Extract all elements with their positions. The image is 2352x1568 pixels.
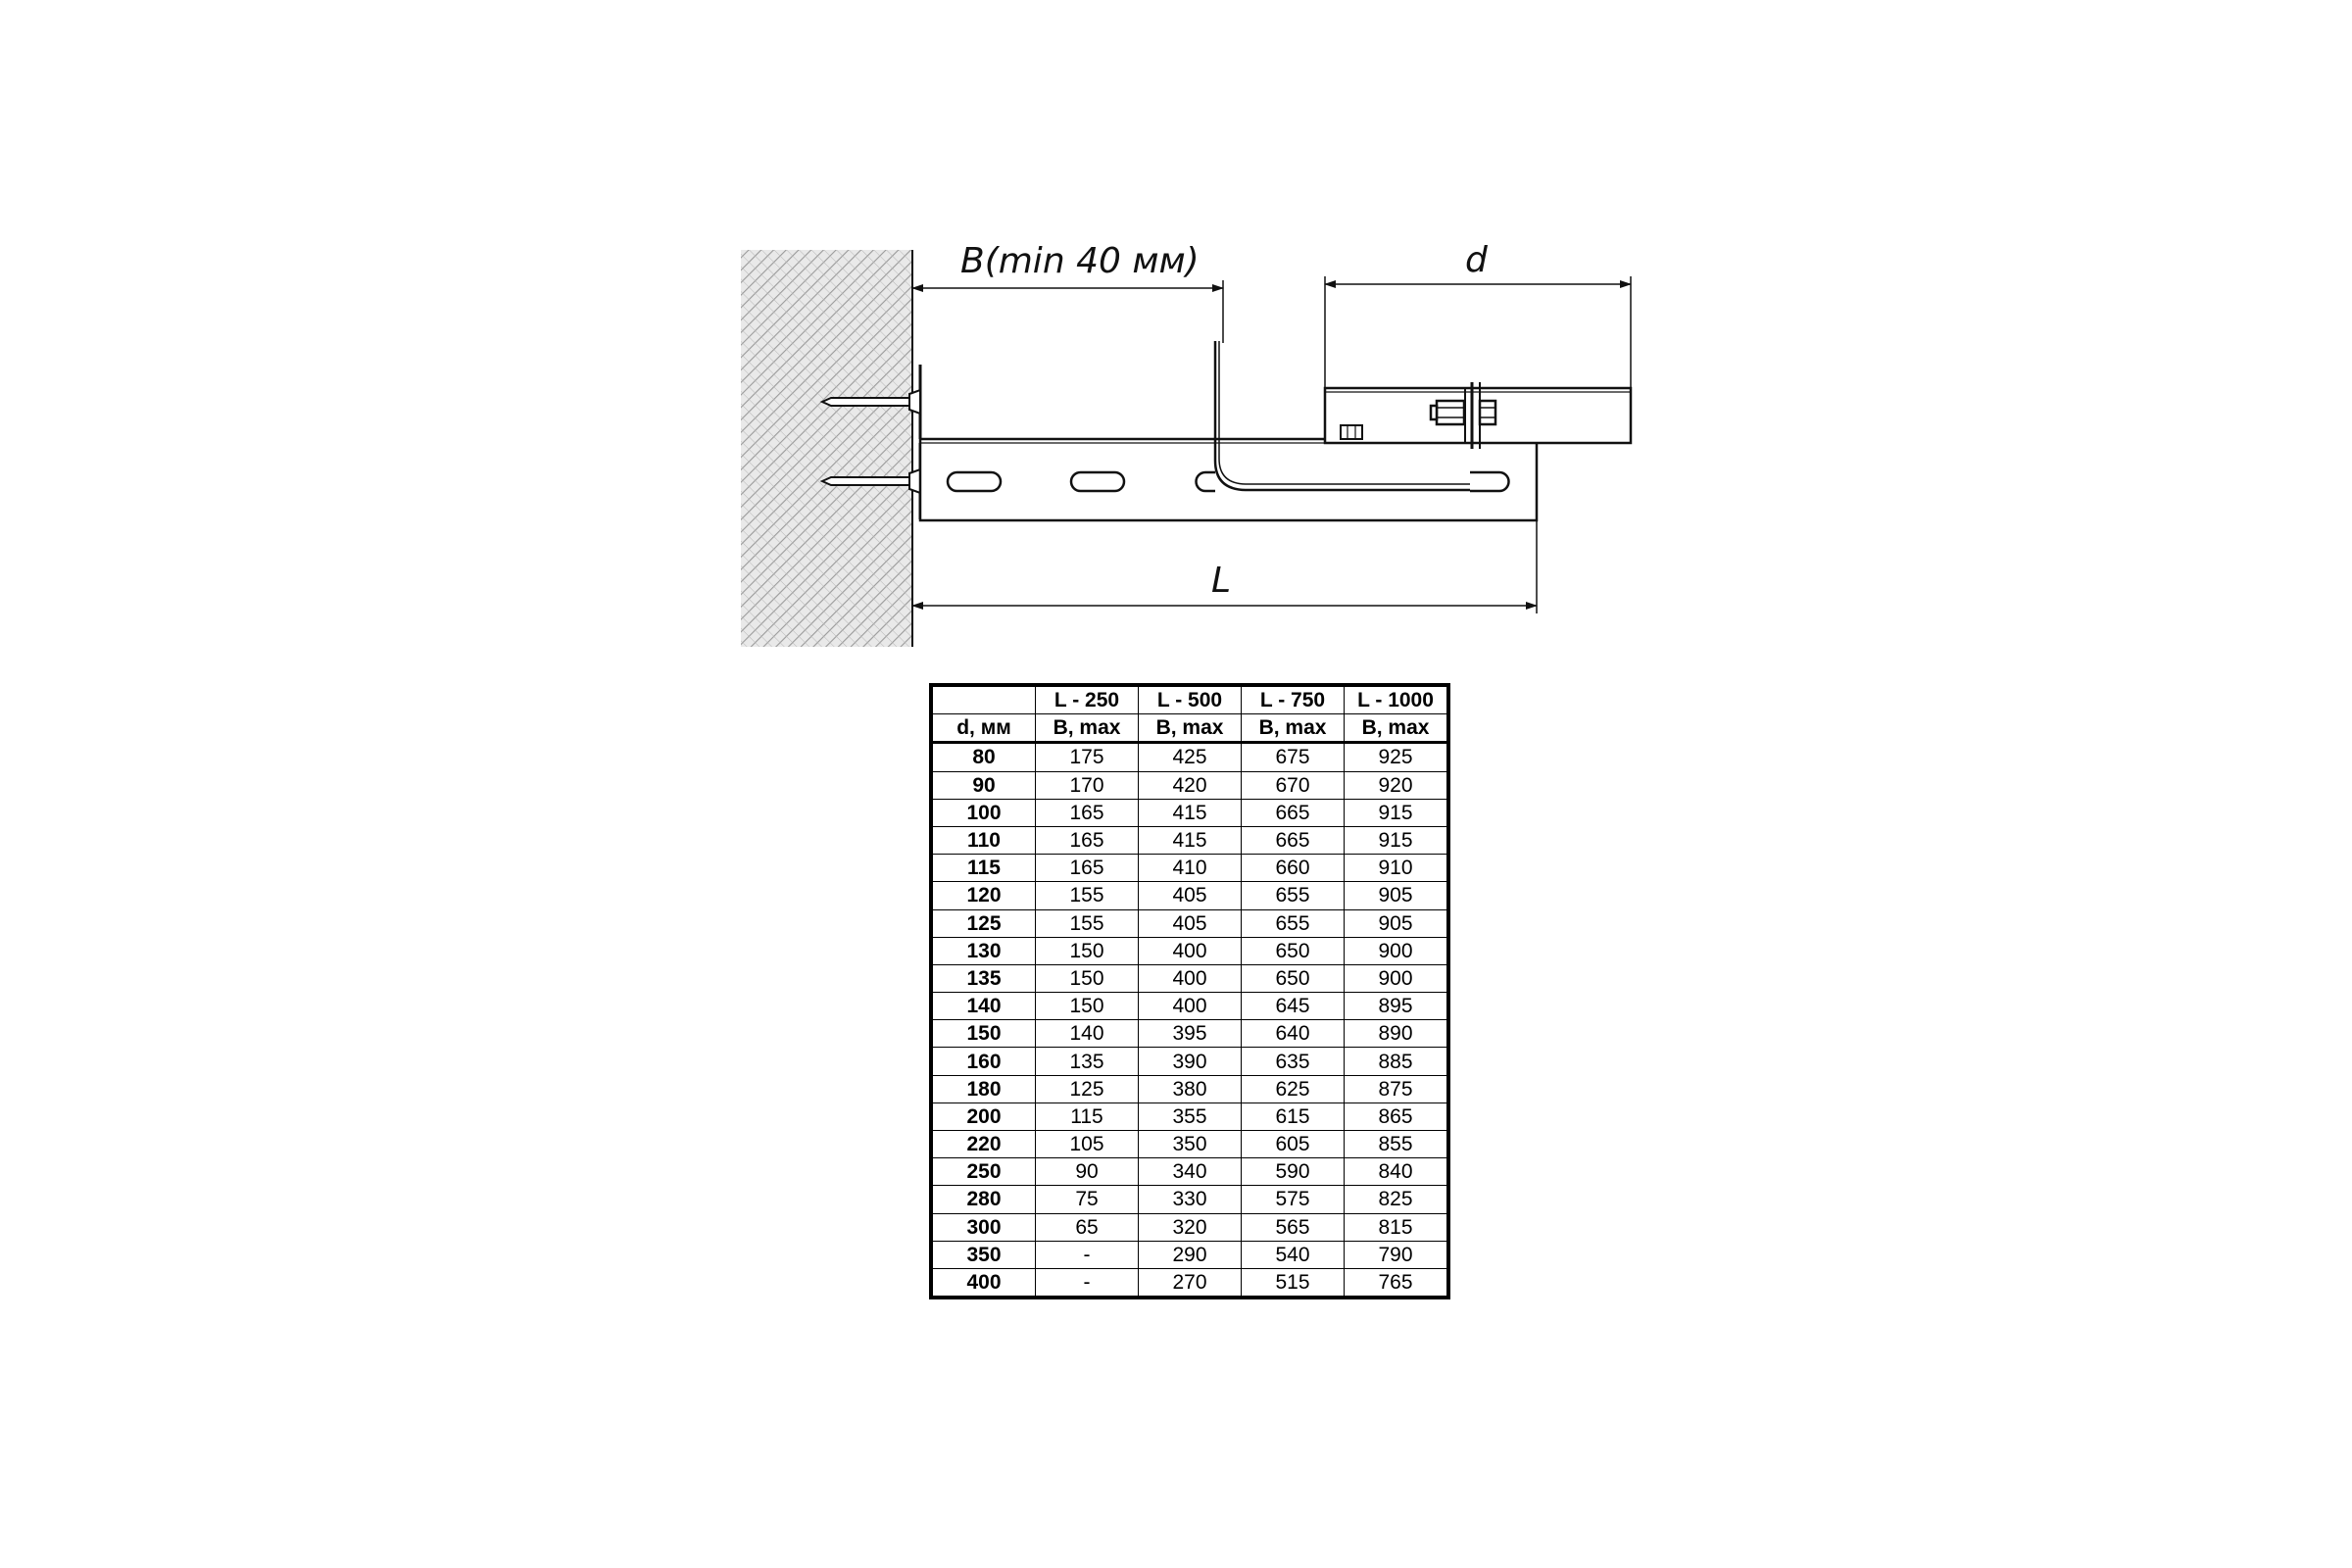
row-diameter-cell: 100: [931, 799, 1036, 826]
table-cell: 270: [1139, 1268, 1242, 1298]
table-row: [931, 1102, 1448, 1130]
table-cell: 915: [1345, 826, 1449, 854]
row-diameter-cell: 130: [931, 937, 1036, 964]
table-cell: 290: [1139, 1241, 1242, 1268]
table-cell: 75: [1036, 1186, 1139, 1213]
table-cell: 855: [1345, 1131, 1449, 1158]
table-cell: 575: [1242, 1186, 1345, 1213]
table-cell: 425: [1139, 743, 1242, 771]
table-cell: 410: [1139, 855, 1242, 882]
table-row: [931, 1158, 1448, 1186]
spec-table-container: [929, 683, 1450, 1299]
table-cell: 825: [1345, 1186, 1449, 1213]
table-cell: 355: [1139, 1102, 1242, 1130]
table-cell: 900: [1345, 964, 1449, 992]
table-cell: 115: [1036, 1102, 1139, 1130]
table-cell: 515: [1242, 1268, 1345, 1298]
slot: [948, 472, 1001, 491]
dimension-l-label: L: [1211, 561, 1232, 601]
table-cell: 65: [1036, 1213, 1139, 1241]
row-diameter-cell: 180: [931, 1075, 1036, 1102]
header-cell: L - 250: [1036, 685, 1139, 714]
table-cell: 650: [1242, 964, 1345, 992]
slot: [1470, 472, 1509, 491]
table-cell: 390: [1139, 1048, 1242, 1075]
table-row: [931, 1048, 1448, 1075]
dimension-b-label: B(min 40 мм): [960, 241, 1200, 281]
row-diameter-cell: 115: [931, 855, 1036, 882]
table-cell: 540: [1242, 1241, 1345, 1268]
header-row-units: [931, 714, 1448, 743]
table-row: [931, 1020, 1448, 1048]
row-diameter-cell: 220: [931, 1131, 1036, 1158]
row-diameter-cell: 120: [931, 882, 1036, 909]
table-row: [931, 799, 1448, 826]
header-cell: B, max: [1345, 714, 1449, 743]
table-row: [931, 909, 1448, 937]
table-cell: 670: [1242, 771, 1345, 799]
table-cell: 915: [1345, 799, 1449, 826]
row-diameter-cell: 160: [931, 1048, 1036, 1075]
table-cell: 790: [1345, 1241, 1449, 1268]
header-cell: B, max: [1139, 714, 1242, 743]
table-cell: 905: [1345, 882, 1449, 909]
table-cell: 650: [1242, 937, 1345, 964]
table-cell: 400: [1139, 937, 1242, 964]
header-cell: B, max: [1036, 714, 1139, 743]
table-cell: 635: [1242, 1048, 1345, 1075]
pipe-clamp: [1325, 382, 1631, 449]
table-cell: 885: [1345, 1048, 1449, 1075]
table-cell: 415: [1139, 799, 1242, 826]
table-cell: 565: [1242, 1213, 1345, 1241]
table-cell: 765: [1345, 1268, 1449, 1298]
table-cell: 405: [1139, 882, 1242, 909]
table-cell: 90: [1036, 1158, 1139, 1186]
spec-table-body: [931, 685, 1448, 1298]
table-cell: 905: [1345, 909, 1449, 937]
row-diameter-cell: 400: [931, 1268, 1036, 1298]
row-diameter-cell: 250: [931, 1158, 1036, 1186]
table-cell: 340: [1139, 1158, 1242, 1186]
header-cell: [931, 685, 1036, 714]
table-cell: 165: [1036, 855, 1139, 882]
row-diameter-cell: 150: [931, 1020, 1036, 1048]
table-row: [931, 1131, 1448, 1158]
table-cell: 660: [1242, 855, 1345, 882]
table-cell: 175: [1036, 743, 1139, 771]
wall: [741, 250, 912, 647]
row-diameter-cell: 110: [931, 826, 1036, 854]
table-cell: 105: [1036, 1131, 1139, 1158]
table-cell: 675: [1242, 743, 1345, 771]
table-cell: 895: [1345, 993, 1449, 1020]
dimension-b: [912, 280, 1223, 343]
table-cell: 170: [1036, 771, 1139, 799]
table-row: [931, 743, 1448, 771]
table-cell: 135: [1036, 1048, 1139, 1075]
dimension-d: [1325, 276, 1631, 388]
table-row: [931, 1241, 1448, 1268]
table-cell: 165: [1036, 799, 1139, 826]
row-diameter-cell: 90: [931, 771, 1036, 799]
table-row: [931, 1186, 1448, 1213]
table-cell: 125: [1036, 1075, 1139, 1102]
table-cell: 420: [1139, 771, 1242, 799]
table-cell: 415: [1139, 826, 1242, 854]
table-cell: 590: [1242, 1158, 1345, 1186]
table-cell: -: [1036, 1241, 1139, 1268]
table-cell: 655: [1242, 882, 1345, 909]
table-cell: 815: [1345, 1213, 1449, 1241]
table-cell: 380: [1139, 1075, 1242, 1102]
row-diameter-cell: 200: [931, 1102, 1036, 1130]
table-cell: 615: [1242, 1102, 1345, 1130]
table-cell: 925: [1345, 743, 1449, 771]
table-cell: 665: [1242, 799, 1345, 826]
table-cell: 640: [1242, 1020, 1345, 1048]
table-row: [931, 964, 1448, 992]
table-row: [931, 826, 1448, 854]
table-cell: 165: [1036, 826, 1139, 854]
table-cell: 350: [1139, 1131, 1242, 1158]
spec-table: [929, 683, 1450, 1299]
table-cell: 900: [1345, 937, 1449, 964]
table-row: [931, 993, 1448, 1020]
table-cell: 400: [1139, 964, 1242, 992]
table-row: [931, 1213, 1448, 1241]
header-cell: L - 500: [1139, 685, 1242, 714]
table-cell: 150: [1036, 993, 1139, 1020]
row-diameter-cell: 80: [931, 743, 1036, 771]
table-cell: 625: [1242, 1075, 1345, 1102]
table-cell: 140: [1036, 1020, 1139, 1048]
table-cell: 890: [1345, 1020, 1449, 1048]
table-cell: 605: [1242, 1131, 1345, 1158]
table-cell: 920: [1345, 771, 1449, 799]
row-diameter-cell: 280: [931, 1186, 1036, 1213]
table-cell: 150: [1036, 964, 1139, 992]
slot: [1197, 472, 1216, 491]
dimension-d-label: d: [1465, 240, 1488, 280]
table-cell: 645: [1242, 993, 1345, 1020]
table-cell: 665: [1242, 826, 1345, 854]
header-cell: d, мм: [931, 714, 1036, 743]
table-cell: 910: [1345, 855, 1449, 882]
table-cell: -: [1036, 1268, 1139, 1298]
row-diameter-cell: 135: [931, 964, 1036, 992]
table-cell: 150: [1036, 937, 1139, 964]
header-cell: L - 1000: [1345, 685, 1449, 714]
table-cell: 875: [1345, 1075, 1449, 1102]
table-row: [931, 855, 1448, 882]
table-cell: 655: [1242, 909, 1345, 937]
slot: [1071, 472, 1124, 491]
header-row-length: [931, 685, 1448, 714]
table-row: [931, 1075, 1448, 1102]
table-row: [931, 937, 1448, 964]
row-diameter-cell: 125: [931, 909, 1036, 937]
row-diameter-cell: 300: [931, 1213, 1036, 1241]
row-diameter-cell: 140: [931, 993, 1036, 1020]
table-cell: 320: [1139, 1213, 1242, 1241]
table-row: [931, 882, 1448, 909]
table-row: [931, 1268, 1448, 1298]
table-cell: 330: [1139, 1186, 1242, 1213]
header-cell: L - 750: [1242, 685, 1345, 714]
table-row: [931, 771, 1448, 799]
header-cell: B, max: [1242, 714, 1345, 743]
table-cell: 405: [1139, 909, 1242, 937]
table-cell: 400: [1139, 993, 1242, 1020]
table-cell: 840: [1345, 1158, 1449, 1186]
table-cell: 155: [1036, 882, 1139, 909]
table-cell: 155: [1036, 909, 1139, 937]
table-cell: 865: [1345, 1102, 1449, 1130]
row-diameter-cell: 350: [931, 1241, 1036, 1268]
table-cell: 395: [1139, 1020, 1242, 1048]
